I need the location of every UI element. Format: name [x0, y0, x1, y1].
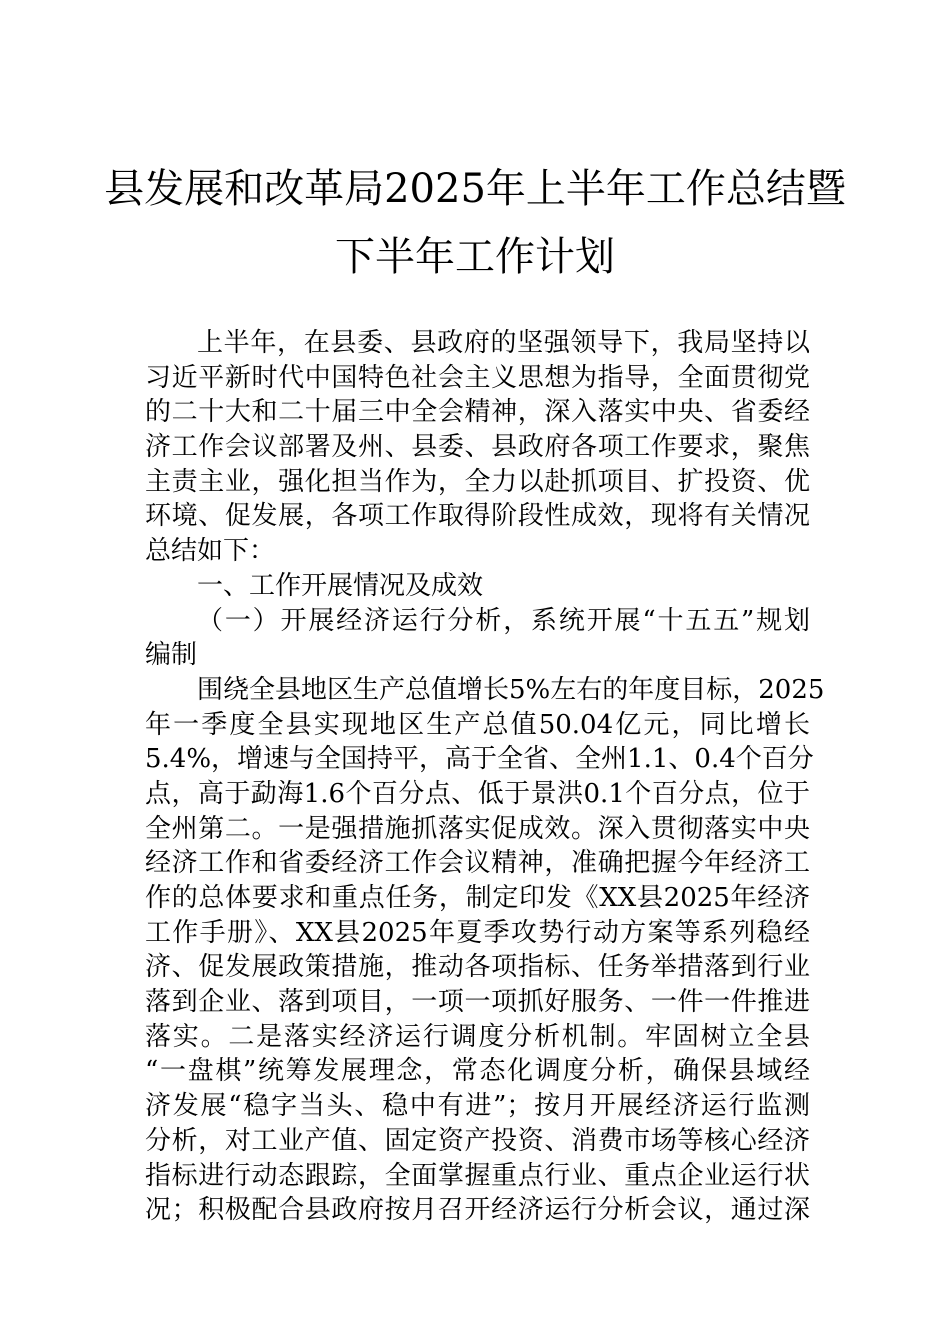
- body-line-14: 作的总体要求和重点任务，制定印发《XX县2025年经济: [145, 883, 810, 913]
- document-body: [145, 326, 825, 1228]
- body-line-1: 上半年，在县委、县政府的坚强领导下，我局坚持以: [197, 328, 810, 358]
- body-line-21: 分析，对工业产值、固定资产投资、消费市场等核心经济: [145, 1125, 810, 1156]
- body-line-17: 落到企业、落到项目，一项一项抓好服务、一件一件推进: [145, 987, 810, 1018]
- body-line-18: 落实。二是落实经济运行调度分析机制。牢固树立全县: [145, 1021, 810, 1052]
- body-line-10: 5.4%，增速与全国持平，高于全省、全州1.1、0.4个百分: [145, 744, 814, 775]
- body-line-19: “一盘棋”统筹发展理念，常态化调度分析，确保县域经: [145, 1056, 810, 1087]
- body-line-12: 全州第二。一是强措施抓落实促成效。深入贯彻落实中央: [145, 813, 810, 844]
- subsection-heading-line-1: （一）开展经济运行分析，系统开展“十五五”规划: [197, 605, 810, 636]
- section-heading: 一、工作开展情况及成效: [197, 570, 484, 601]
- body-line-23: 况；积极配合县政府按月召开经济运行分析会议，通过深: [145, 1195, 810, 1226]
- body-line-2: 习近平新时代中国特色社会主义思想为指导，全面贯彻党: [145, 362, 810, 393]
- body-line-15: 工作手册》、XX县2025年夏季攻势行动方案等系列稳经: [145, 917, 810, 948]
- body-line-8: 围绕全县地区生产总值增长5%左右的年度目标，2025: [197, 674, 825, 705]
- body-line-5: 主责主业，强化担当作为，全力以赴抓项目、扩投资、优: [145, 466, 810, 497]
- body-line-4: 济工作会议部署及州、县委、县政府各项工作要求，聚焦: [145, 432, 810, 463]
- body-line-11: 点，高于勐海1.6个百分点、低于景洪0.1个百分点，位于: [145, 778, 810, 809]
- body-line-16: 济、促发展政策措施，推动各项指标、任务举措落到行业: [145, 952, 810, 983]
- body-line-7: 总结如下：: [145, 536, 276, 567]
- body-line-3: 的二十大和二十届三中全会精神，深入落实中央、省委经: [145, 397, 810, 428]
- body-line-9: 年一季度全县实现地区生产总值50.04亿元，同比增长: [145, 709, 810, 740]
- subsection-heading-line-2: 编制: [145, 640, 198, 671]
- document-title-line-2: 下半年工作计划: [335, 234, 615, 280]
- body-line-22: 指标进行动态跟踪，全面掌握重点行业、重点企业运行状: [145, 1160, 810, 1191]
- document-title-line-1: 县发展和改革局2025年上半年工作总结暨: [104, 166, 846, 212]
- body-line-13: 经济工作和省委经济工作会议精神，准确把握今年经济工: [145, 848, 810, 879]
- body-line-20: 济发展“稳字当头、稳中有进”；按月开展经济运行监测: [145, 1091, 810, 1122]
- body-line-6: 环境、促发展，各项工作取得阶段性成效，现将有关情况: [145, 501, 810, 532]
